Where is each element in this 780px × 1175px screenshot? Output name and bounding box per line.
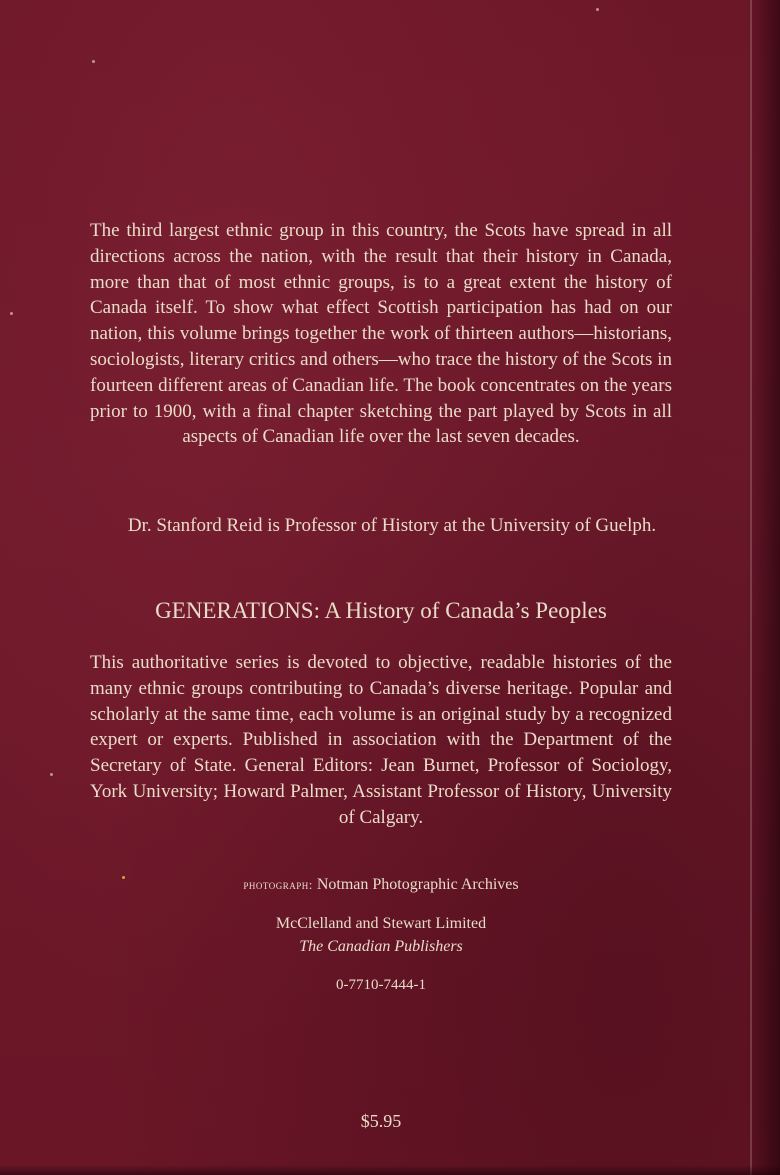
series-title: GENERATIONS: A History of Canada’s Peoples [155,598,607,623]
photo-credit-label: photograph: [243,877,313,892]
paper-speck [10,312,13,315]
paper-speck [596,8,599,11]
description-text: The third largest ethnic group in this country, the Scots have spread in all directions across the nation, with the result that their history in Canada, more than that of most ethnic groups, is to a great extent the history of Canada itself. To show what effect Scottish participation has had on our nation, this volume brings together the work of thirteen authors—historians, sociologists, literary critics and others—who trace the history of the Scots in fourteen different areas of Canadian life. The book concentrates on the years prior to 1900, with a final chapter sketching the part played by Scots in all aspects of Canadian life over the last seven decades. [90,220,672,448]
publisher-tagline: The Canadian Publishers [299,938,463,955]
spine-shadow [746,0,780,1175]
series-description [90,650,672,831]
series-description-text: This authoritative series is devoted to objective, readable histories of the many ethnic groups contributing to Canada’s diverse heritage. Popular and scholarly at the same time, each volume is an original study by a recognized expert or experts. Published in association with the Department of the Secretary of State. General Editors: Jean Burnet, Professor of Sociology, York University; Howard Palmer, Assistant Professor of History, University of Calgary. [90,652,672,828]
publisher-name: McClelland and Stewart Limited [275,915,487,932]
paper-speck [92,60,95,63]
book-description [90,218,672,450]
author-note-text: Dr. Stanford Reid is Professor of History at the University of Guelph. [127,515,657,536]
bottom-edge-shadow [0,1165,780,1175]
photo-credit [90,876,672,894]
isbn: 0-7710-7444-1 [336,977,426,993]
photo-credit-source: Notman Photographic Archives [316,876,519,893]
author-note [90,513,672,539]
paper-speck [50,773,53,776]
price: $5.95 [360,1111,402,1131]
